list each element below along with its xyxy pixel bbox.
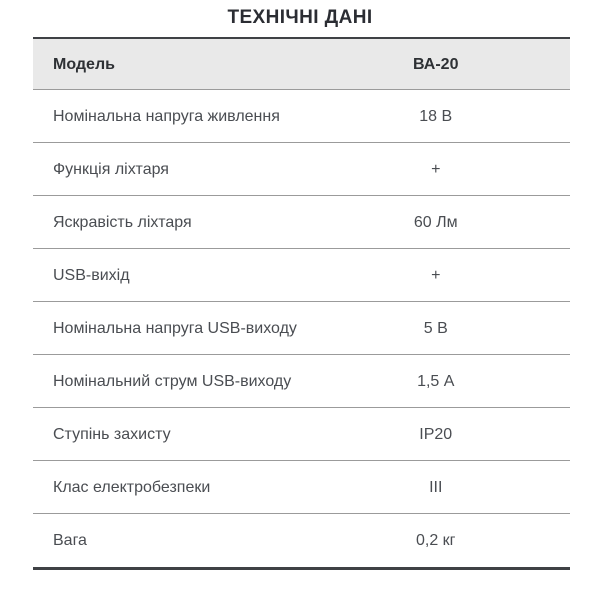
table-row bbox=[33, 302, 570, 355]
row-label: Функція ліхтаря bbox=[53, 160, 169, 178]
row-label: Яскравість ліхтаря bbox=[53, 213, 192, 231]
spec-table bbox=[33, 37, 570, 570]
row-value: + bbox=[431, 160, 441, 178]
header-label: Модель bbox=[53, 55, 115, 73]
row-value: IP20 bbox=[419, 425, 453, 443]
table-header-row bbox=[33, 39, 570, 90]
row-label: Ступінь захисту bbox=[53, 425, 171, 443]
table-row bbox=[33, 408, 570, 461]
row-label: Номінальний струм USB-виходу bbox=[53, 372, 292, 390]
row-label: Клас електробезпеки bbox=[53, 478, 211, 496]
table-row bbox=[33, 355, 570, 408]
row-label: Номінальна напруга USB-виходу bbox=[53, 319, 297, 337]
row-label: USB-вихід bbox=[53, 266, 130, 284]
table-row bbox=[33, 514, 570, 567]
row-value: 1,5 А bbox=[417, 372, 455, 390]
row-label: Номінальна напруга живлення bbox=[53, 107, 280, 125]
row-value: 60 Лм bbox=[413, 213, 458, 231]
row-value: 18 В bbox=[419, 107, 453, 125]
spec-table-body bbox=[33, 90, 570, 567]
row-label: Вага bbox=[53, 532, 87, 549]
table-row bbox=[33, 143, 570, 196]
row-value: 0,2 кг bbox=[415, 532, 456, 549]
table-row bbox=[33, 90, 570, 143]
header-value: ВА-20 bbox=[413, 55, 459, 73]
row-value: + bbox=[431, 266, 441, 284]
table-row bbox=[33, 196, 570, 249]
row-value: III bbox=[429, 478, 443, 496]
table-row bbox=[33, 461, 570, 514]
table-row bbox=[33, 249, 570, 302]
page-title: ТЕХНІЧНІ ДАНІ bbox=[227, 7, 373, 28]
row-value: 5 В bbox=[423, 319, 448, 337]
